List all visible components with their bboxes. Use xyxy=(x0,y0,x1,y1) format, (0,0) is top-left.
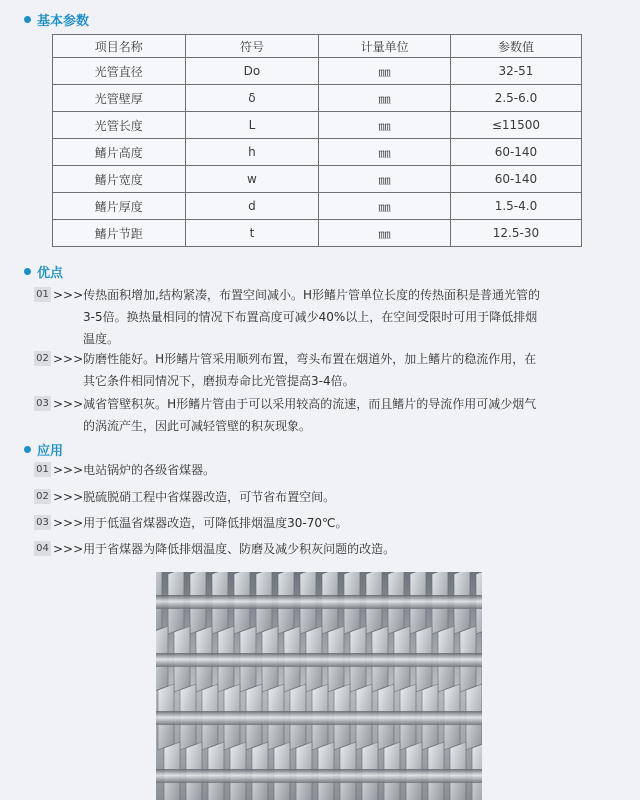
advantage-item xyxy=(34,284,614,350)
table-row xyxy=(53,166,582,193)
item-number: 02 xyxy=(34,351,51,366)
table-cell: 鳍片宽度 xyxy=(53,166,186,193)
table-cell: 60-140 xyxy=(450,166,581,193)
table-cell: 鳍片厚度 xyxy=(53,193,186,220)
advantages-title: 优点 xyxy=(37,266,64,281)
basic-params-heading xyxy=(24,10,89,29)
item-number: 04 xyxy=(34,541,51,556)
tube xyxy=(156,653,482,667)
table-row xyxy=(53,139,582,166)
params-table xyxy=(52,34,582,247)
item-text xyxy=(53,348,614,392)
table-row xyxy=(53,193,582,220)
bullet-dot-icon xyxy=(24,268,31,275)
advantage-item xyxy=(34,348,614,392)
application-item xyxy=(34,538,614,560)
table-cell: ㎜ xyxy=(319,139,451,166)
tube xyxy=(156,769,482,783)
header-cell: 项目名称 xyxy=(53,35,186,58)
table-header-row xyxy=(53,35,582,58)
table-cell: 12.5-30 xyxy=(450,220,581,247)
table-cell: ㎜ xyxy=(319,58,451,85)
item-number: 01 xyxy=(34,462,51,477)
item-text xyxy=(53,393,614,437)
table-cell: 光管壁厚 xyxy=(53,85,186,112)
table-cell: 鳍片高度 xyxy=(53,139,186,166)
basic-params-title: 基本参数 xyxy=(37,14,90,29)
item-text: >>>脱硫脱硝工程中省煤器改造，可节省布置空间。 xyxy=(53,490,336,504)
item-number: 03 xyxy=(34,396,51,411)
table-row xyxy=(53,58,582,85)
table-cell: 鳍片节距 xyxy=(53,220,186,247)
table-cell: ㎜ xyxy=(319,85,451,112)
table-cell: w xyxy=(185,166,319,193)
applications-title: 应用 xyxy=(37,444,64,459)
advantage-item xyxy=(34,393,614,437)
item-text xyxy=(53,284,614,350)
table-cell: 光管直径 xyxy=(53,58,186,85)
item-line: 的涡流产生，因此可减轻管壁的积灰现象。 xyxy=(83,419,312,433)
header-cell: 计量单位 xyxy=(319,35,451,58)
table-cell: 60-140 xyxy=(450,139,581,166)
tube xyxy=(156,711,482,725)
item-number: 02 xyxy=(34,489,51,504)
item-text: >>>用于低温省煤器改造，可降低排烟温度30-70℃。 xyxy=(53,516,348,530)
application-item xyxy=(34,486,614,508)
item-line: 温度。 xyxy=(83,332,120,346)
bullet-dot-icon xyxy=(24,16,31,23)
table-cell: ㎜ xyxy=(319,112,451,139)
item-line: >>>传热面积增加,结构紧凑，布置空间减小。H形鳍片管单位长度的传热面积是普通光管的 xyxy=(53,288,541,302)
table-cell: 32-51 xyxy=(450,58,581,85)
table-cell: ㎜ xyxy=(319,166,451,193)
table-cell: 光管长度 xyxy=(53,112,186,139)
finned-tube-photo xyxy=(156,572,482,800)
item-line: 其它条件相同情况下，磨损寿命比光管提高3-4倍。 xyxy=(83,374,355,388)
table-row xyxy=(53,220,582,247)
header-cell: 参数值 xyxy=(450,35,581,58)
application-item xyxy=(34,459,614,481)
table-cell: δ xyxy=(185,85,319,112)
tube xyxy=(156,595,482,609)
item-text: >>>用于省煤器为降低排烟温度、防磨及减少积灰问题的改造。 xyxy=(53,542,396,556)
header-cell: 符号 xyxy=(185,35,319,58)
item-text: >>>电站锅炉的各级省煤器。 xyxy=(53,463,216,477)
table-cell: 2.5-6.0 xyxy=(450,85,581,112)
table-cell: h xyxy=(185,139,319,166)
table-row xyxy=(53,112,582,139)
finned-tube-illustration xyxy=(156,572,482,800)
table-cell: Do xyxy=(185,58,319,85)
table-cell: ㎜ xyxy=(319,193,451,220)
table-cell: L xyxy=(185,112,319,139)
table-cell: t xyxy=(185,220,319,247)
table-cell: ㎜ xyxy=(319,220,451,247)
application-item xyxy=(34,512,614,534)
advantages-heading xyxy=(24,262,63,281)
table-row xyxy=(53,85,582,112)
item-number: 03 xyxy=(34,515,51,530)
item-line: 3-5倍。换热量相同的情况下布置高度可减少40%以上，在空间受限时可用于降低排烟 xyxy=(83,310,538,324)
item-line: >>>减省管壁积灰。H形鳍片管由于可以采用较高的流速，而且鳍片的导流作用可减少烟气 xyxy=(53,397,537,411)
table-cell: ≤11500 xyxy=(450,112,581,139)
bullet-dot-icon xyxy=(24,446,31,453)
table-cell: 1.5-4.0 xyxy=(450,193,581,220)
item-line: >>>防磨性能好。H形鳍片管采用顺列布置，弯头布置在烟道外，加上鳍片的稳流作用，在 xyxy=(53,352,537,366)
table-cell: d xyxy=(185,193,319,220)
applications-heading xyxy=(24,440,63,459)
item-number: 01 xyxy=(34,287,51,302)
